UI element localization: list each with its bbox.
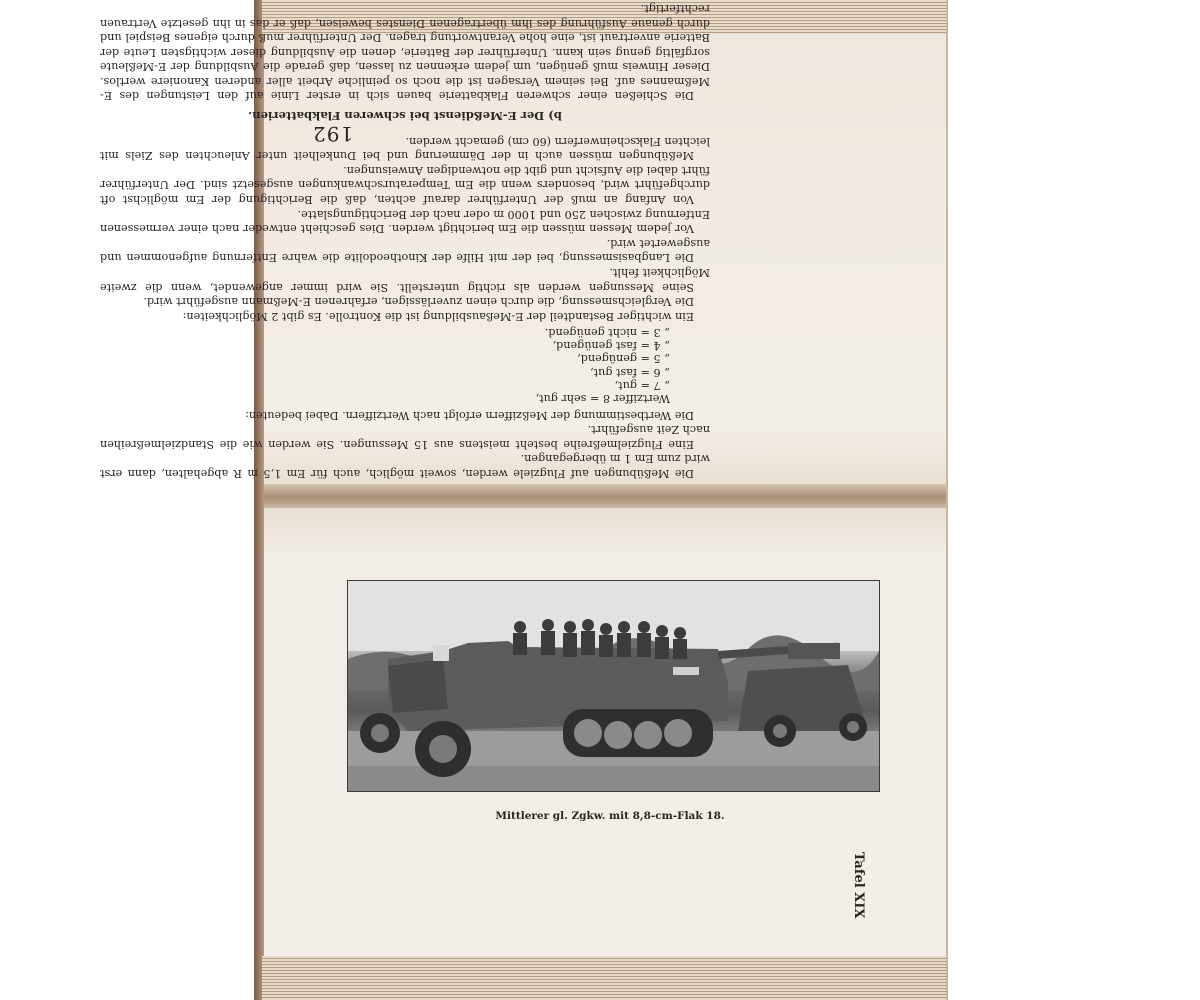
- paragraph: Die Vergleichsmessung, die durch einen zuverlässigen, erfahrenen E-Meßmann ausgeführt wird.: [143, 295, 694, 309]
- paragraph: Meßübungen müssen auch in der Dämmerung und bei Dunkelheit unter Anleuchten des Ziels mit leichten Flakscheinwerfern (60 cm) gemacht werden.: [100, 134, 710, 163]
- section-heading: b) Der E-Meßdienst bei schweren Flakbatterien.: [248, 109, 562, 124]
- paragraph: Die Langbasismessung, bei der mit Hilfe der Kinotheodolite die wahre Entfernung aufgenommen und ausgewertet wird.: [100, 236, 710, 265]
- grade-item: „ 7 = gut,: [614, 378, 670, 392]
- paragraph: Die Schießen einer schweren Flakbatterie bauen sich in erster Linie auf den Leistungen des E-Meßmannes auf. Bei seinem Versagen ist die noch so peinliche Arbeit aller anderen Kanoniere wertlos. Dieser Hinweis muß genügen, um jedem erkennen zu lassen, daß gerade die Ausbildung der E-Meßleute sorgfältig genug sein kann. Unterführer der Batterie, denen die Ausbildung dieser wichtigsten Leute der Batterie anvertraut ist, eine hohe Verantwortung tragen. Der Unterführer muß durch eigenes Beispiel und durch genaue Ausführung des ihm übertragenen Dienstes beweisen, daß er das in ihn gesetzte Vertrauen rechtfertigt.: [100, 1, 710, 103]
- halftrack-photograph: [347, 580, 880, 792]
- grade-list: [100, 326, 710, 405]
- grade-item: „ 6 = fast gut,: [590, 365, 670, 379]
- paragraph: Die Wertbestimmung der Meßziffern erfolgt nach Wertziffern. Dabei bedeuten:: [245, 408, 694, 422]
- page-edge-bottom: [262, 956, 946, 1000]
- book-gutter: [264, 484, 946, 510]
- paragraph: Seine Messungen werden als richtig unterstellt. Sie wird immer angewendet, wenn die zweite Möglichkeit fehlt.: [100, 266, 710, 294]
- grade-item: „ 4 = fast genügend,: [552, 339, 670, 353]
- paragraph: Von Anfang an muß der Unterführer darauf achten, daß die Berichtigung der Em möglichst oft durchgeführt wird, besonders wenn die Em Temperaturschwankungen ausgesetzt sind. Der Unterführer führt dabei die Aufsicht und gibt die notwendigen Anweisungen.: [100, 163, 710, 207]
- photo-caption: Mittlerer gl. Zgkw. mit 8,8-cm-Flak 18.: [495, 810, 725, 822]
- paragraph: Ein wichtiger Bestandteil der E-Meßausbildung ist die Kontrolle. Es gibt 2 Möglichkeiten:: [182, 309, 694, 323]
- paragraph: Vor jedem Messen müssen die Em berichtigt werden. Dies geschieht entweder nach einer vermessenen Entfernung zwischen 250 und 1000 m oder nach der Berichtigungslatte.: [100, 207, 710, 236]
- upper-page-text: [100, 1, 710, 480]
- plate-label: Tafel XIX: [851, 852, 866, 919]
- paragraph: Die Meßübungen auf Flugziele werden, soweit möglich, auch für Em 1,5 m R abgehalten, dann erst wird zum Em 1 m übergegangen.: [100, 452, 710, 480]
- grade-item: Wertziffer 8 = sehr gut,: [535, 392, 670, 406]
- page-number: 192: [312, 122, 354, 146]
- grade-item: „ 5 = genügend,: [577, 352, 670, 366]
- paragraph: Eine Flugzielmeßreihe besteht meistens aus 15 Messungen. Sie werden wie die Standzielmeßreihen nach Zeit ausgeführt.: [100, 423, 710, 451]
- grade-item: „ 3 = nicht genügend.: [544, 326, 670, 340]
